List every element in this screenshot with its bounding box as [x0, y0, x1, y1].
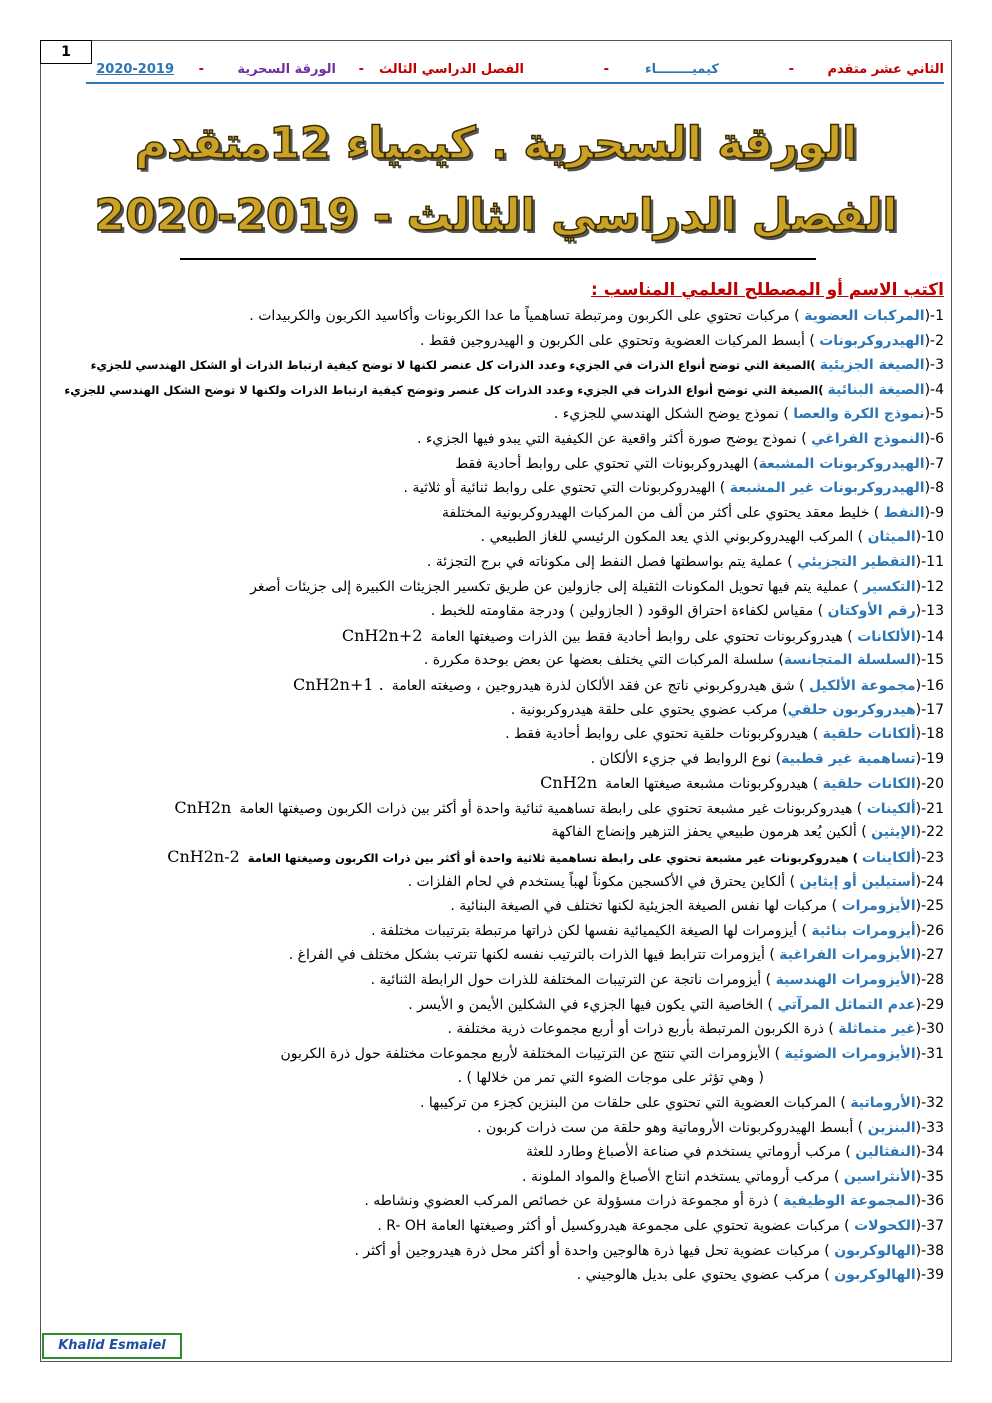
item-number: 1-( [924, 308, 944, 324]
list-item [44, 820, 944, 845]
list-item [44, 698, 944, 723]
item-number: 17-( [915, 701, 944, 718]
item-definition: ) نموذج يوضح الشكل الهندسي للجزيء . [553, 406, 794, 423]
terms-list [44, 304, 944, 1288]
item-number: 10-( [915, 529, 944, 546]
item-definition: ) ذرة الكربون المرتبطة بأربع ذرات أو أربع مجموعات ذرية مختلفة . [447, 1021, 839, 1038]
header-sep: - [603, 62, 609, 77]
item-number: 5-( [924, 406, 944, 423]
header-sep: - [358, 62, 364, 77]
list-item [44, 1214, 944, 1239]
header-sep: - [198, 62, 204, 77]
item-term: هيدروكربون حلقي [787, 701, 916, 718]
item-number: 6-( [924, 430, 944, 447]
item-number: 11-( [915, 553, 944, 570]
item-definition: ) الهيدروكربونات التي تحتوي على روابط أحادية فقط [455, 455, 759, 472]
list-item [44, 599, 944, 624]
item-number: 28-( [915, 972, 944, 989]
list-item [44, 402, 944, 427]
item-definition: ) سلسلة المركبات التي يختلف بعضها عن بعض بوحدة مكررة . [423, 652, 784, 669]
item-number: 24-( [915, 873, 944, 890]
item-number: 18-( [915, 726, 944, 743]
item-definition: ) مركب أروماتي يستخدم انتاج الأصباغ والمواد الملونة . [522, 1168, 844, 1185]
list-item [44, 943, 944, 968]
list-item [44, 1263, 944, 1288]
item-term: أيزومرات بنائية [811, 922, 916, 939]
item-definition: ( وهي تؤثر على موجات الضوء التي تمر من خلالها ) . [457, 1070, 764, 1087]
item-term: غير متماثلة [838, 1021, 916, 1038]
item-number: 12-( [915, 578, 944, 595]
item-number: 3-( [924, 357, 944, 374]
list-item [44, 648, 944, 673]
title-divider [180, 258, 816, 260]
list-item [44, 1140, 944, 1165]
item-definition: ) مركبات عضوية تحتوي على مجموعة هيدروكسيل أو أكثر وصيغتها العامة R- OH . [377, 1217, 855, 1234]
item-term: النفط [883, 504, 925, 521]
item-number: 23-( [915, 850, 944, 867]
item-number: 25-( [915, 898, 944, 915]
list-item [44, 476, 944, 501]
item-formula: CnH2n [174, 797, 232, 817]
item-definition: ) مركبات لها نفس الصيغة الجزيئية لكنها تختلف في الصيغة البنائية . [450, 898, 842, 915]
item-term: النموذج الفراغي [811, 430, 925, 447]
item-term: نموذج الكرة والعصا [793, 406, 925, 423]
item-term: الهيدروكربونات غير المشبعة [729, 480, 925, 497]
item-definition: ) ألكين يُعد هرمون طبيعي يحفز التزهير وإنضاج الفاكهة [551, 824, 872, 841]
list-item [44, 452, 944, 477]
item-term: عدم التماثل المرآتي [777, 996, 916, 1013]
item-definition: ) عملية يتم فيها تحويل المكونات الثقيلة إلى جازولين عن طريق تكسير الجزيئات الكبيرة إلى جزيئات أصغر [250, 578, 864, 595]
item-definition: ) عملية يتم بواسطتها فصل النفط إلى مكوناته في برج التجزئة . [426, 553, 798, 570]
item-term: الإيثين [871, 824, 916, 841]
item-term: الصيغة البنائية [827, 381, 925, 398]
list-item [44, 870, 944, 895]
item-term: ألكانات حلقية [822, 726, 916, 743]
item-formula: CnH2n-2 [167, 847, 240, 867]
instruction: اكتب الاسم أو المصطلح العلمي المناسب : [591, 280, 944, 300]
item-definition: ) الأيزومرات التي تنتج عن الترتيبات المختلفة لأربع مجموعات مختلفة حول ذرة الكربون [280, 1045, 785, 1062]
list-item [44, 304, 944, 329]
item-definition: ) الهيدروكربونات التي تحتوي على روابط ثنائية أو ثلاثية . [403, 480, 730, 497]
item-number: 22-( [915, 824, 944, 841]
list-item [44, 894, 944, 919]
item-term: أستيلين أو إيثاين [799, 873, 916, 890]
list-item [44, 329, 944, 354]
item-definition: ) أيزومرات لها الصيغة الكيميائية نفسها لكن ذراتها مرتبطة بترتيبات مختلفة . [371, 922, 812, 939]
item-term: الأيزومرات الضوئية [784, 1045, 916, 1062]
list-item [44, 796, 944, 821]
item-number: 7-( [924, 455, 944, 472]
list-item [44, 845, 944, 870]
item-number: 35-( [915, 1168, 944, 1185]
item-number: 19-( [915, 750, 944, 767]
item-number: 29-( [915, 996, 944, 1013]
item-definition: ) مركبات عضوية تحل فيها ذرة هالوجين واحدة أو أكثر محل ذرة هيدروجين أو أكثر . [354, 1242, 835, 1259]
list-item [44, 353, 944, 378]
item-number: 32-( [915, 1095, 944, 1111]
header-year: 2020-2019 [96, 62, 174, 77]
item-formula: CnH2n [540, 773, 598, 793]
item-term: ألكاينات [861, 850, 916, 867]
list-item [44, 919, 944, 944]
page-title: الورقة السحرية . كيمياء 12متقدم [134, 118, 858, 169]
item-term: الأنثراسين [843, 1168, 916, 1185]
item-number: 9-( [924, 504, 944, 521]
list-item [44, 1189, 944, 1214]
item-definition: )الصيغة التي توضح أنواع الذرات في الجزيء وعدد الذرات كل عنصر لكنها لا توضح كيفية ارتباط الذرات أو الشكل الهندسي للجزيء [90, 358, 820, 373]
header-doc: الورقة السحرية [237, 62, 336, 77]
item-term: ألكينات [866, 800, 916, 817]
item-term: الميثان [867, 529, 916, 546]
author-signature: Khalid Esmaiel [42, 1333, 182, 1359]
item-term: الكحولات [854, 1217, 916, 1234]
item-definition: ) خليط معقد يحتوي على أكثر من ألف من المركبات الهيدروكربونية المختلفة [442, 504, 884, 521]
list-item [44, 1042, 944, 1067]
item-number: 21-( [915, 800, 944, 817]
list-item [44, 378, 944, 403]
item-term: رقم الأوكتان [827, 603, 916, 620]
header-term: الفصل الدراسي الثالث [378, 62, 524, 77]
list-item [44, 575, 944, 600]
item-number: 15-( [915, 652, 944, 669]
item-definition: ) مركبات تحتوي على الكربون ومرتبطة تساهمياً ما عدا الكربونات وأكاسيد الكربون والكربيدات . [249, 308, 805, 324]
list-item [44, 1116, 944, 1141]
item-term: المركبات العضوية [804, 308, 925, 324]
item-term: التكسير [863, 578, 916, 595]
item-definition: ) شق هيدروكربوني ناتج عن فقد الألكان لذرة هيدروجين ، وصيغته العامة [391, 677, 809, 694]
item-number: 36-( [915, 1193, 944, 1210]
item-definition: ) مركب عضوي يحتوي على بديل هالوجيني . [576, 1267, 835, 1284]
item-number: 4-( [924, 381, 944, 398]
list-item [44, 624, 944, 649]
page-number: 1 [40, 40, 92, 64]
item-definition: ) أيزومرات تترابط فيها الذرات بالترتيب نفسه لكنها تترتب بشكل مختلف في الفراغ . [288, 947, 780, 964]
item-definition: ) أبسط الهيدروكربونات الأروماتية وهو حلقة من ست ذرات كربون . [477, 1119, 868, 1136]
item-term: مجموعة الألكيل [808, 677, 916, 694]
item-term: الصيغة الجزيئية [819, 357, 925, 374]
item-definition: ) هيدروكربونات مشبعة صيغتها العامة [605, 776, 823, 793]
header-grade: الثاني عشر متقدم [827, 62, 944, 77]
item-definition: ) مركب أروماتي يستخدم في صناعة الأصباغ وطارد للعثة [525, 1144, 856, 1161]
item-term: الهالوكربون [834, 1267, 916, 1284]
item-number: 31-( [915, 1045, 944, 1062]
item-number: 20-( [915, 776, 944, 793]
item-formula: CnH2n+2 [341, 625, 423, 645]
list-item [44, 1091, 944, 1116]
item-definition: ) المركب الهيدروكربوني الذي يعد المكون الرئيسي للغاز الطبيعي . [480, 529, 868, 546]
page-subtitle: الفصل الدراسي الثالث - 2019-2020 [94, 190, 898, 241]
list-item [44, 722, 944, 747]
item-number: 2-( [924, 332, 944, 349]
item-definition: )الصيغة التي توضح أنواع الذرات في الجزيء وعدد الذرات كل عنصر وتوضح كيفية ارتباط الذرات ولكنها لا توضح الشكل الهندسي للجزيء [64, 382, 828, 397]
item-definition: ) مركب عضوي يحتوي على حلقة هيدروكربونية . [510, 701, 788, 718]
item-term: المجموعة الوظيفية [783, 1193, 916, 1210]
item-number: 39-( [915, 1267, 944, 1284]
list-item [44, 1165, 944, 1190]
item-term: الهالوكربون [834, 1242, 916, 1259]
page-header [86, 62, 944, 82]
item-term: النفثالين [855, 1144, 916, 1161]
list-item [44, 993, 944, 1018]
item-definition: ) هيدروكربونات تحتوي على روابط أحادية فقط بين الذرات وصيغتها العامة [430, 628, 858, 645]
item-definition: ) المركبات العضوية التي تحتوي على حلقات من البنزين كجزء من تركيبها . [419, 1095, 851, 1111]
item-number: 37-( [915, 1217, 944, 1234]
item-formula: CnH2n+1 . [292, 674, 384, 694]
list-item [44, 550, 944, 575]
item-definition: ) ذرة أو مجموعة ذرات مسؤولة عن خصائص المركب العضوي ونشاطه . [364, 1193, 784, 1210]
item-number: 27-( [915, 947, 944, 964]
list-item [44, 427, 944, 452]
item-term: البنزين [867, 1119, 916, 1136]
item-number: 34-( [915, 1144, 944, 1161]
item-number: 38-( [915, 1242, 944, 1259]
list-item [44, 501, 944, 526]
list-item [44, 1066, 944, 1091]
list-item [44, 673, 944, 698]
item-term: الأروماتية [850, 1095, 916, 1111]
item-term: التقطير التجزيئي [797, 553, 916, 570]
item-definition: ) ألكاين يحترق في الأكسجين مكوناً لهباً يستخدم في لحام الفلزات . [407, 873, 800, 890]
list-item [44, 968, 944, 993]
list-item [44, 525, 944, 550]
item-term: السلسلة المتجانسة [783, 652, 916, 669]
item-definition: ) أبسط المركبات العضوية وتحتوي على الكربون و الهيدروجين فقط . [419, 332, 820, 349]
item-number: 13-( [915, 603, 944, 620]
header-subject: كيميــــــــاء [645, 62, 719, 77]
item-term: الهيدروكربونات [819, 332, 925, 349]
list-item [44, 747, 944, 772]
item-term: الألكانات [857, 628, 916, 645]
item-number: 16-( [915, 677, 944, 694]
item-term: تساهمية غير قطبية [781, 750, 916, 767]
list-item [44, 1239, 944, 1264]
item-number: 30-( [915, 1021, 944, 1038]
header-sep: - [788, 62, 794, 77]
item-number: 26-( [915, 922, 944, 939]
item-definition: ) نموذج يوضح صورة أكثر واقعية عن الكيفية التي يبدو فيها الجزيء . [416, 430, 812, 447]
item-number: 14-( [915, 628, 944, 645]
list-item [44, 1017, 944, 1042]
item-definition: ) هيدروكربونات غير مشبعة تحتوي على رابطة تساهمية ثنائية واحدة أو أكثر بين ذرات الكربون وصيغتها العامة [239, 800, 867, 817]
item-term: الأيزومرات الهندسية [775, 972, 916, 989]
list-item [44, 771, 944, 796]
item-definition: ) نوع الروابط في جزيء الألكان . [590, 750, 782, 767]
item-term: الأيزومرات الفراغية [779, 947, 916, 964]
item-definition: ) هيدروكربونات حلقية تحتوي على روابط أحادية فقط . [505, 726, 823, 743]
item-definition: ) أيزومرات ناتجة عن الترتيبات المختلفة للذرات حول الرابطة الثنائية . [370, 972, 776, 989]
item-number: 8-( [924, 480, 944, 497]
item-term: الهيدروكربونات المشبعة [758, 455, 925, 472]
item-definition: ) الخاصية التي يكون فيها الجزيء في الشكلين الأيمن و الأيسر . [408, 996, 778, 1013]
item-term: الكانات حلقية [822, 776, 916, 793]
item-term: الأيزومرات [841, 898, 916, 915]
item-definition: ) هيدروكربونات غير مشبعة تحتوي على رابطة تساهمية ثلاثية واحدة أو أكثر بين ذرات الكربون وصيغتها العامة [247, 851, 862, 866]
header-divider [86, 82, 944, 84]
item-definition: ) مقياس لكفاءة احتراق الوقود ( الجازولين ) ودرجة مقاومته للخبط . [430, 603, 828, 620]
item-number: 33-( [915, 1119, 944, 1136]
